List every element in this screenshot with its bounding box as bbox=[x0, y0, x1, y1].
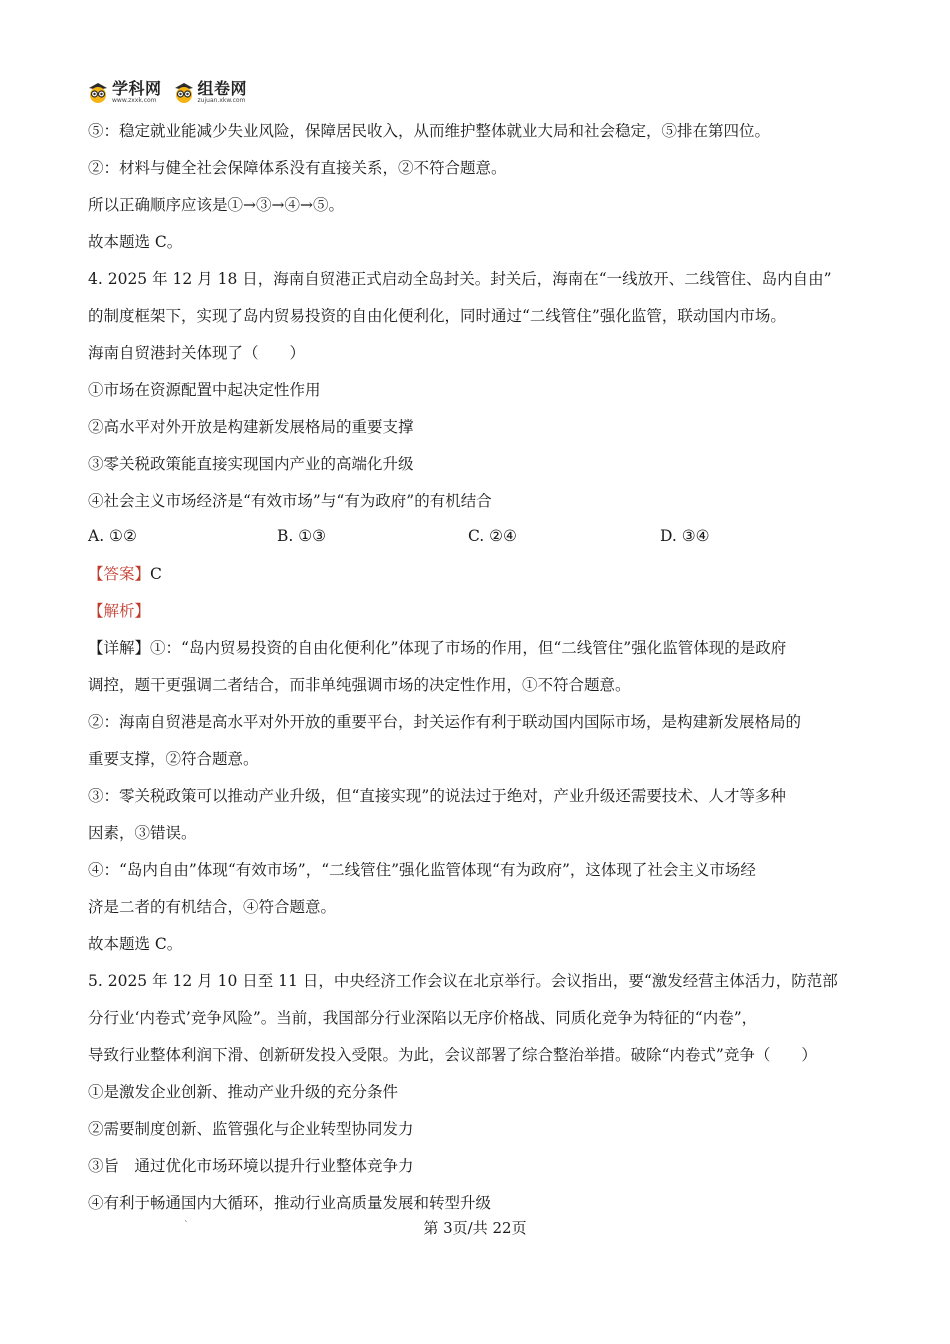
logo-name: 学科网 bbox=[112, 79, 162, 98]
question-4-stem: 的制度框架下，实现了岛内贸易投资的自由化便利化，同时通过“二线管住”强化监管，联动国内市场。 bbox=[88, 307, 786, 325]
text-line: 重要支撑，②符合题意。 bbox=[88, 750, 259, 768]
statement-item: ②高水平对外开放是构建新发展格局的重要支撑 bbox=[88, 418, 414, 436]
answer-label: 【答案】 bbox=[88, 565, 151, 583]
question-5-stem: 导致行业整体利润下滑、创新研发投入受限。为此，会议部署了综合整治举措。破除“内卷式”竞争（ ） bbox=[88, 1046, 817, 1064]
logo-name: 组卷网 bbox=[197, 79, 248, 98]
header-logos bbox=[86, 76, 257, 108]
page-footer: 第 3页/共 22页 bbox=[423, 1219, 527, 1237]
option-b: B. ①③ bbox=[277, 527, 327, 545]
text-line: 济是二者的有机结合，④符合题意。 bbox=[88, 898, 337, 916]
owl-mascot-icon bbox=[172, 80, 196, 104]
answer-line bbox=[88, 564, 162, 584]
option-a: A. ①② bbox=[88, 527, 137, 545]
owl-mascot-icon bbox=[86, 80, 110, 104]
text-line: 因素，③错误。 bbox=[88, 824, 197, 842]
analysis-label: 【解析】 bbox=[88, 602, 151, 620]
detail-line bbox=[88, 638, 786, 658]
text-line: ⑤：稳定就业能减少失业风险，保障居民收入，从而维护整体就业大局和社会稳定，⑤排在第四位。 bbox=[88, 122, 771, 140]
zxxk-logo bbox=[86, 80, 162, 104]
zujuan-logo bbox=[172, 80, 248, 104]
logo-url: zujuan.xkw.com bbox=[197, 97, 246, 104]
detail-text: ①：“岛内贸易投资的自由化便利化”体现了市场的作用，但“二线管住”强化监管体现的是政府 bbox=[150, 639, 787, 657]
text-line: ②：材料与健全社会保障体系没有直接关系，②不符合题意。 bbox=[88, 159, 507, 177]
text-line: 故本题选 C。 bbox=[88, 935, 183, 953]
question-5-stem: 5. 2025 年 12 月 10 日至 11 日，中央经济工作会议在北京举行。会议指出，要“激发经营主体活力，防范部 bbox=[88, 972, 838, 990]
text-line: 故本题选 C。 bbox=[88, 233, 183, 251]
footer-mark: ` bbox=[184, 1221, 189, 1231]
statement-item: ①市场在资源配置中起决定性作用 bbox=[88, 381, 321, 399]
text-line: ③：零关税政策可以推动产业升级，但“直接实现”的说法过于绝对，产业升级还需要技术、人才等多种 bbox=[88, 787, 786, 805]
question-4-stem: 4. 2025 年 12 月 18 日，海南自贸港正式启动全岛封关。封关后，海南在“一线放开、二线管住、岛内自由” bbox=[88, 270, 832, 288]
text-line: 所以正确顺序应该是①→③→④→⑤。 bbox=[88, 196, 344, 214]
text-line: ②：海南自贸港是高水平对外开放的重要平台，封关运作有利于联动国内国际市场，是构建新发展格局的 bbox=[88, 713, 802, 731]
statement-item: ③零关税政策能直接实现国内产业的高端化升级 bbox=[88, 455, 414, 473]
question-5-stem: 分行业‘内卷式’竞争风险”。当前，我国部分行业深陷以无序价格战、同质化竞争为特征的“内卷”， bbox=[88, 1009, 758, 1027]
statement-item: ②需要制度创新、监管强化与企业转型协同发力 bbox=[88, 1120, 414, 1138]
answer-value: C bbox=[150, 565, 162, 583]
statement-item: ④有利于畅通国内大循环，推动行业高质量发展和转型升级 bbox=[88, 1194, 492, 1212]
text-line: 调控，题干更强调二者结合，而非单纯强调市场的决定性作用，①不符合题意。 bbox=[88, 676, 631, 694]
statement-item: ④社会主义市场经济是“有效市场”与“有为政府”的有机结合 bbox=[88, 492, 492, 510]
option-d: D. ③④ bbox=[660, 527, 710, 545]
statement-item: ③旨 通过优化市场环境以提升行业整体竞争力 bbox=[88, 1157, 414, 1175]
answer-options bbox=[88, 527, 868, 547]
text-line: ④：“岛内自由”体现“有效市场”，“二线管住”强化监管体现“有为政府”，这体现了社会主义市场经 bbox=[88, 861, 756, 879]
option-c: C. ②④ bbox=[468, 527, 517, 545]
detail-label: 【详解】 bbox=[88, 639, 151, 657]
statement-item: ①是激发企业创新、推动产业升级的充分条件 bbox=[88, 1083, 399, 1101]
question-4-stem: 海南自贸港封关体现了（ ） bbox=[88, 344, 306, 362]
logo-url: www.zxxk.com bbox=[112, 97, 157, 104]
